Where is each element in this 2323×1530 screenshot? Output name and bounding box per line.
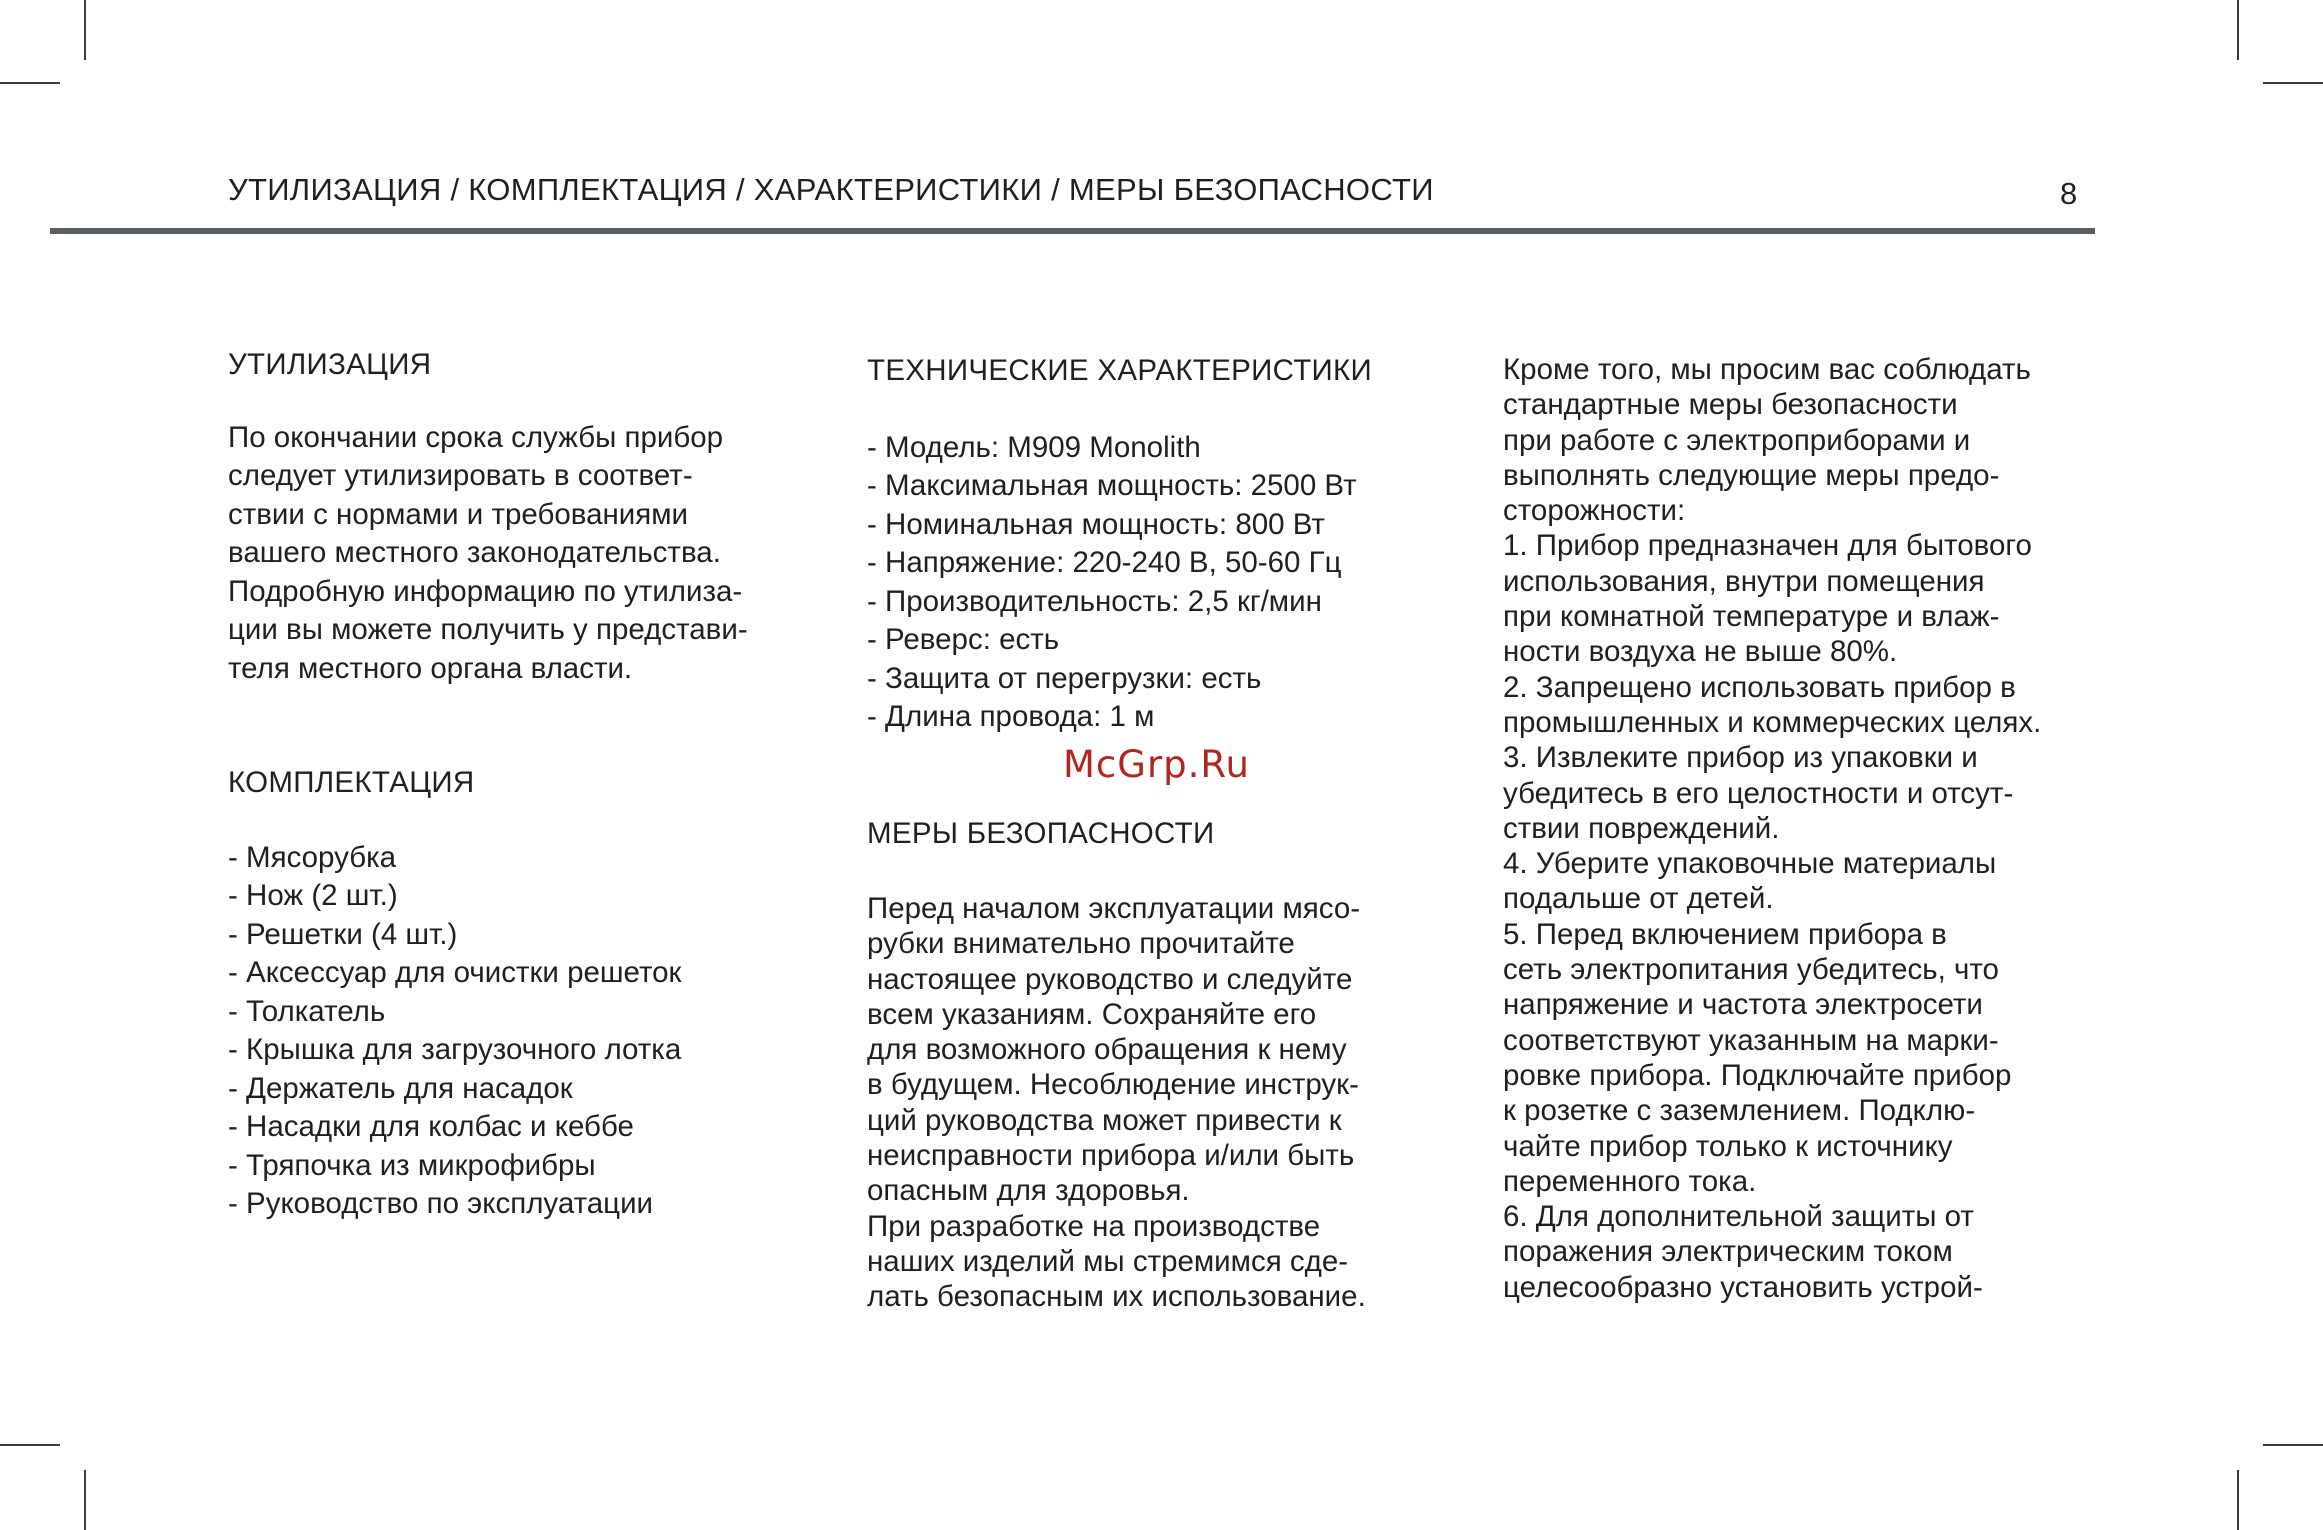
safety-line: всем указаниям. Сохраняйте его [867,997,1317,1031]
package-item: - Аксессуар для очистки решеток [228,956,682,989]
safety-line: для возможного обращения к нему [867,1033,1347,1067]
safety-continued-line: 1. Прибор предназначен для бытового [1503,529,2032,563]
safety-line: неисправности прибора и/или быть [867,1139,1355,1173]
crop-mark-bottom-left [84,1470,86,1530]
package-item: - Руководство по эксплуатации [228,1187,654,1220]
disposal-text [228,419,748,689]
crop-mark-top-right-h [2263,82,2323,84]
middle-column [867,352,1372,1315]
package-list [228,839,748,1224]
safety-continued-line: подальше от детей. [1503,882,1774,916]
package-title: КОМПЛЕКТАЦИЯ [228,766,475,799]
safety-continued-line: сторожности: [1503,494,1686,528]
package-item: - Мясорубка [228,840,397,874]
spec-item: - Производительность: 2,5 кг/мин [867,584,1322,618]
crop-mark-bottom-right [2237,1470,2239,1530]
crop-mark-top-left-h [0,82,60,84]
safety-title: МЕРЫ БЕЗОПАСНОСТИ [867,816,1215,850]
safety-continued-line: стандартные меры безопасности [1503,388,1958,422]
safety-continued-line: соответствуют указанным на марки- [1503,1023,1999,1057]
header-divider [50,228,2095,234]
safety-continued-line: выполнять следующие меры предо- [1503,458,2000,492]
crop-mark-bottom-left-h [0,1444,60,1446]
page-header-title: УТИЛИЗАЦИЯ / КОМПЛЕКТАЦИЯ / ХАРАКТЕРИСТИКИ / МЕРЫ БЕЗОПАСНОСТИ [228,172,1434,207]
safety-line: наших изделий мы стремимся сде- [867,1244,1349,1278]
safety-continued-line: целесообразно установить устрой- [1503,1270,1983,1304]
page-number: 8 [2060,176,2078,211]
safety-line: рубки внимательно прочитайте [867,927,1295,961]
safety-line: опасным для здоровья. [867,1174,1190,1208]
disposal-line: Подробную информацию по утилиза- [228,574,743,608]
safety-continued-line: сеть электропитания убедитесь, что [1503,953,1999,987]
specs-list [867,429,1372,737]
crop-mark-top-left [84,0,86,60]
spec-item: - Длина провода: 1 м [867,700,1155,733]
safety-continued-line: поражения электрическим током [1503,1235,1953,1269]
package-item: - Решетки (4 шт.) [228,917,458,951]
safety-continued-line: промышленных и коммерческих целях. [1503,705,2042,739]
safety-line: настоящее руководство и следуйте [867,962,1353,996]
safety-continued-line: использования, внутри помещения [1503,564,1985,598]
safety-continued-line: напряжение и частота электросети [1503,988,1983,1022]
crop-mark-top-right [2237,0,2239,60]
package-item: - Тряпочка из микрофибры [228,1148,596,1182]
watermark: McGrp.Ru [1063,743,1250,786]
disposal-line: теля местного органа власти. [228,651,633,685]
safety-text [867,891,1372,1315]
package-item: - Держатель для насадок [228,1071,573,1105]
safety-continued-line: к розетке с заземлением. Подклю- [1503,1094,1976,1128]
spec-item: - Защита от перегрузки: есть [867,661,1262,695]
disposal-line: ствии с нормами и требованиями [228,497,689,531]
package-item: - Крышка для загрузочного лотка [228,1033,682,1066]
safety-line: При разработке на производстве [867,1209,1321,1243]
package-item: - Насадки для колбас и кеббе [228,1110,634,1143]
safety-continued-text [1503,352,2041,1305]
safety-line: ций руководства может привести к [867,1103,1342,1137]
safety-continued-line: 5. Перед включением прибора в [1503,917,1947,951]
safety-continued-line: ности воздуха не выше 80%. [1503,635,1898,669]
safety-continued-line: 3. Извлеките прибор из упаковки и [1503,741,1978,775]
safety-continued-line: ровке прибора. Подключайте прибор [1503,1058,2012,1092]
spec-item: - Модель: M909 Monolith [867,430,1201,464]
package-item: - Толкатель [228,994,386,1028]
safety-continued-line: 6. Для дополнительной защиты от [1503,1200,1974,1234]
safety-continued-line: убедитесь в его целостности и отсут- [1503,776,2014,810]
safety-line: в будущем. Несоблюдение инструк- [867,1068,1359,1102]
safety-continued-line: при работе с электроприборами и [1503,423,1971,457]
safety-continued-line: 4. Уберите упаковочные материалы [1503,847,1997,881]
spec-item: - Номинальная мощность: 800 Вт [867,507,1325,541]
right-column [1503,352,2041,1305]
safety-line: лать безопасным их использование. [867,1280,1366,1314]
safety-continued-line: при комнатной температуре и влаж- [1503,600,2000,634]
crop-mark-bottom-right-h [2263,1444,2323,1446]
spec-item: - Максимальная мощность: 2500 Вт [867,469,1357,502]
disposal-line: ции вы можете получить у представи- [228,613,748,646]
safety-continued-line: Кроме того, мы просим вас соблюдать [1503,353,2031,386]
disposal-line: вашего местного законодательства. [228,536,721,569]
safety-continued-line: чайте прибор только к источнику [1503,1129,1953,1163]
specs-title: ТЕХНИЧЕСКИЕ ХАРАКТЕРИСТИКИ [867,354,1373,387]
safety-continued-line: ствии повреждений. [1503,811,1780,845]
disposal-title: УТИЛИЗАЦИЯ [228,348,432,381]
left-column [228,346,748,1224]
safety-continued-line: переменного тока. [1503,1164,1757,1198]
disposal-line: следует утилизировать в соответ- [228,459,693,492]
spec-item: - Напряжение: 220-240 В, 50-60 Гц [867,546,1342,579]
package-item: - Нож (2 шт.) [228,879,398,912]
safety-continued-line: 2. Запрещено использовать прибор в [1503,670,2016,704]
disposal-line: По окончании срока службы прибор [228,420,724,454]
spec-item: - Реверс: есть [867,623,1060,656]
safety-line: Перед началом эксплуатации мясо- [867,892,1361,925]
